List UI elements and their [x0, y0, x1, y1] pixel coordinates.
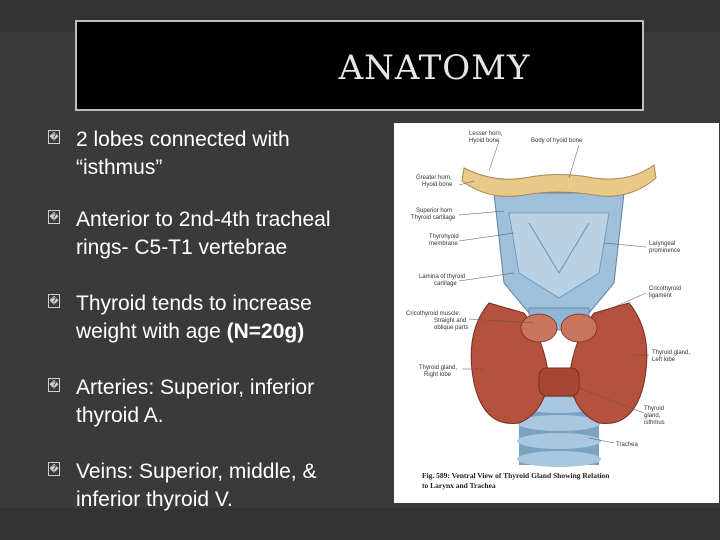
bullet-line: thyroid A. — [76, 404, 164, 427]
bullet-line — [76, 318, 376, 346]
bullet-line: “isthmus” — [76, 156, 163, 179]
thyroid-illustration — [394, 123, 719, 503]
label-thyroid-left: Thyroid gland, — [652, 350, 691, 356]
label-hyoid-bone: Hyoid bone — [422, 182, 453, 188]
label-straight: Straight and — [434, 318, 467, 324]
bullet-line: rings- C5-T1 vertebrae — [76, 236, 288, 259]
label-cricothyroid-muscle: Cricothyroid muscle: — [406, 311, 461, 317]
bullet-marker-icon: � — [49, 212, 59, 222]
label-body-hyoid: Body of hyoid bone — [531, 138, 583, 144]
label-thyroid-right: Thyroid gland, — [419, 365, 458, 371]
bullet-line: inferior thyroid V. — [76, 488, 233, 511]
bullet-line: Anterior to 2nd-4th tracheal — [76, 208, 331, 231]
label-trachea: Trachea — [616, 442, 638, 448]
figure-caption-line-2: to Larynx and Trachea — [422, 481, 496, 490]
label-isthmus-3: isthmus — [644, 420, 665, 426]
label-hyoid-bone: Hyoid bone — [469, 138, 500, 144]
figure-caption-line-1: Fig. 589: Ventral View of Thyroid Gland Showing Relation — [422, 471, 610, 480]
larynx-shape — [494, 193, 624, 330]
label-thyroid-cartilage: Thyroid cartilage — [411, 215, 456, 221]
label-superior-horn: Superior horn — [416, 208, 453, 214]
bullet-bold-text: (N=20g) — [226, 320, 305, 343]
bullet-line: Arteries: Superior, inferior — [76, 376, 315, 399]
bullet-text — [76, 126, 376, 182]
label-isthmus-2: gland, — [644, 413, 661, 419]
bullet-line-text: weight with age — [76, 320, 227, 343]
bullet-marker-icon: � — [49, 296, 59, 306]
label-thyrohyoid: Thyrohyoid — [429, 234, 459, 240]
thyroid-illustration-svg — [394, 123, 719, 503]
bullet-text — [76, 290, 376, 346]
label-lamina: Lamina of thyroid — [419, 274, 466, 280]
label-right-lobe: Right lobe — [424, 372, 452, 378]
label-left-lobe: Left lobe — [652, 357, 676, 363]
bullet-text — [76, 458, 376, 514]
bullet-marker-icon: � — [49, 132, 59, 142]
label-cricothyroid: Cricothyroid — [649, 286, 682, 292]
bullet-line: 2 lobes connected with — [76, 128, 290, 151]
hyoid-bone-shape — [462, 165, 656, 196]
bullet-marker-icon: � — [49, 464, 59, 474]
bullet-text — [76, 206, 376, 262]
label-greater-horn: Greater horn, — [416, 175, 452, 181]
label-membrane: membrane — [429, 241, 458, 247]
bullet-line: Veins: Superior, middle, & — [76, 460, 317, 483]
label-lesser-horn: Lesser horn, — [469, 131, 503, 137]
label-isthmus-1: Thyroid — [644, 406, 665, 412]
label-oblique: oblique parts — [434, 325, 469, 331]
label-prominence: prominence — [649, 248, 681, 254]
label-laryngeal: Laryngeal — [649, 241, 676, 247]
label-ligament: ligament — [649, 293, 672, 299]
title-box — [75, 20, 644, 111]
bullet-marker-icon: � — [49, 380, 59, 390]
bullet-text — [76, 374, 376, 430]
bullet-line: Thyroid tends to increase — [76, 292, 312, 315]
label-cartilage: cartilage — [434, 281, 457, 287]
slide-title: ANATOMY — [338, 48, 531, 88]
